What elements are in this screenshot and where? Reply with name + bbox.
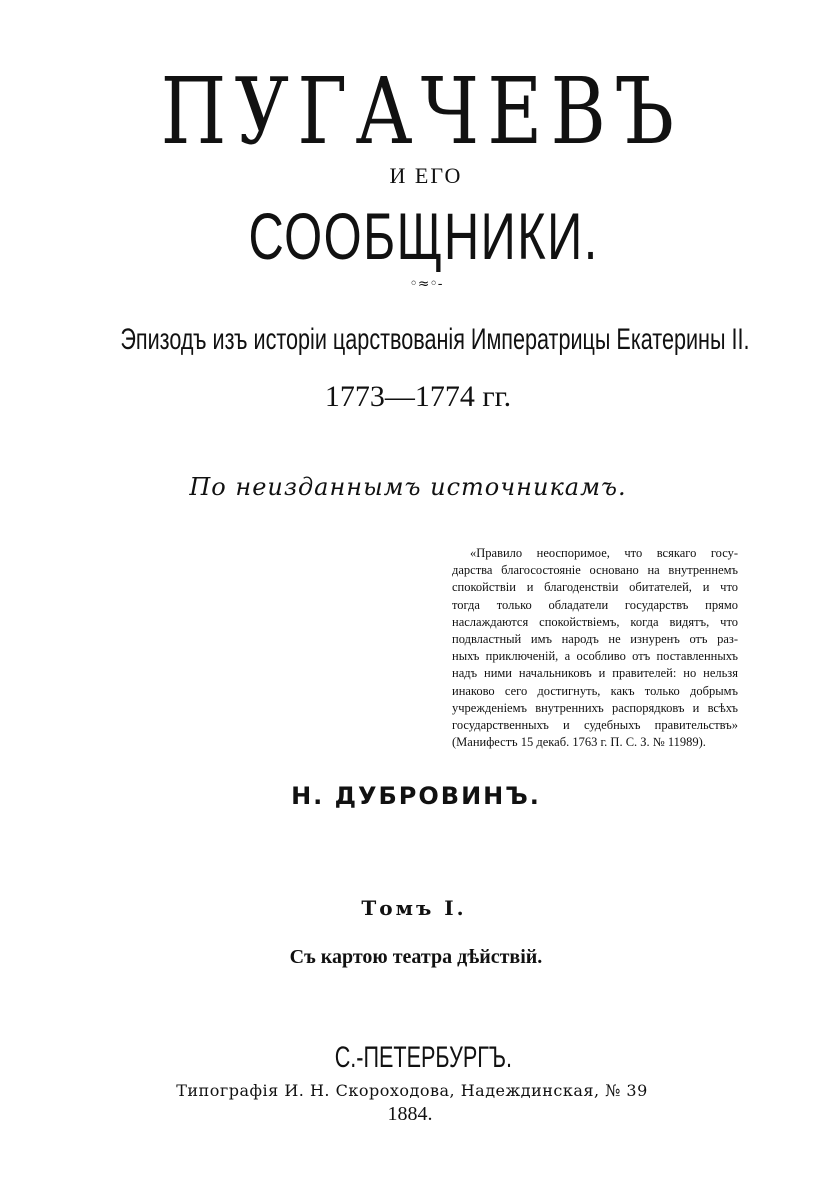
epigraph-line: надъ ними начальниковъ и правителей: но нельзя [452, 666, 738, 681]
title-conjunction: И ЕГО [389, 163, 463, 188]
epigraph-line: подвластный имъ народъ не изнуренъ отъ раз- [452, 632, 738, 647]
volume-number: Томъ I. [361, 896, 467, 920]
epigraph-line: тогда только обладатели государствъ прямо [452, 597, 738, 612]
epigraph-block [452, 545, 738, 751]
map-note: Съ картою театра дѣйствій. [289, 946, 543, 968]
author-name: Н. ДУБРОВИНЪ. [291, 782, 541, 810]
epigraph-line: «Правило неоспоримое, что всякаго госу- [470, 546, 738, 560]
epigraph-citation: (Манифестъ 15 декаб. 1763 г. П. С. З. № 11989). [452, 735, 706, 750]
epigraph-line: учрежденіемъ внутреннихъ распорядковъ и всѣхъ [452, 700, 738, 715]
printing-house: Типографія И. Н. Скороходова, Надеждинская, № 39 [176, 1081, 648, 1100]
sources-note: По неизданнымъ источникамъ. [189, 473, 627, 501]
episode-line: Эпизодъ изъ исторіи царствованія Императрицы Екатерины II. [120, 323, 750, 356]
epigraph-line: спокойствіи и благоденствіи обитателей, и что [452, 580, 738, 595]
book-title: ПУГАЧЕВЪ [160, 58, 683, 165]
epigraph-line: государственныхъ и судебныхъ правительствъ» [452, 718, 738, 733]
years-line: 1773—1774 гг. [324, 380, 512, 413]
book-subtitle: СООБЩНИКИ. [248, 199, 599, 273]
epigraph-line: наслаждаются спокойствіемъ, когда видятъ, что [452, 614, 738, 629]
epigraph-line: дарства благосостояніе основано на внутреннемъ [452, 563, 738, 578]
publication-year: 1884. [387, 1103, 433, 1125]
epigraph-line: инаково сего достигнуть, какъ только добрымъ [452, 683, 738, 698]
epigraph-line: ныхъ приключеній, а особливо отъ поставленныхъ [452, 649, 738, 664]
ornament-divider: ◦≈◦- [409, 276, 443, 292]
publication-city: С.-ПЕТЕРБУРГЪ. [334, 1041, 513, 1074]
